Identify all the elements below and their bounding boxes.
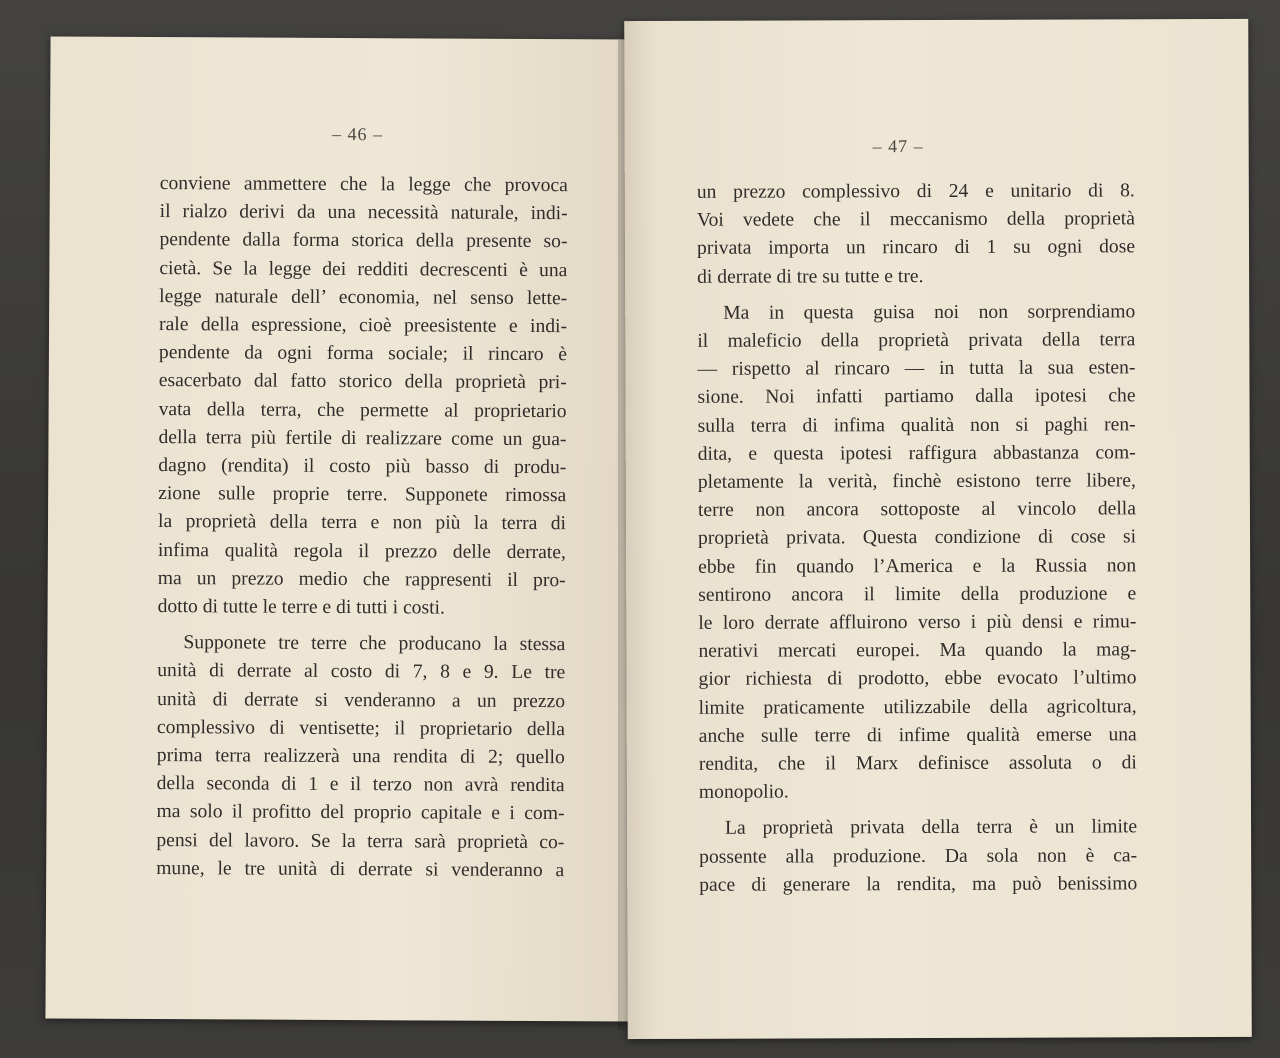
text-line: conviene ammettere che la legge che provoca xyxy=(159,173,568,197)
text-line: dita, e questa ipotesi raffigura abbastanza com- xyxy=(697,442,1136,465)
text-line: zione sulle proprie terre. Supponete rimossa xyxy=(158,483,567,507)
text-line: possente alla produzione. Da sola non è ca- xyxy=(699,844,1138,868)
text-line: un prezzo complessivo di 24 e unitario di 8. xyxy=(696,180,1135,203)
text-line: Ma in questa guisa noi non sorprendiamo xyxy=(723,301,1136,324)
left-page-text xyxy=(156,170,568,885)
text-line: della seconda di 1 e il terzo non avrà rendita xyxy=(156,773,565,797)
left-page xyxy=(45,36,640,1021)
text-line: di derrate di tre su tutte e tre. xyxy=(697,265,924,288)
text-line: la proprietà della terra e non più la terra di xyxy=(157,511,567,535)
text-line: sione. Noi infatti partiamo dalla ipotesi che xyxy=(697,385,1136,409)
text-line: complessivo di ventisette; il proprietario della xyxy=(156,716,566,741)
text-line: rale della espressione, cioè preesistente e indi- xyxy=(159,314,568,338)
text-line: monopolio. xyxy=(698,781,789,804)
text-line: vata della terra, che permette al proprietario xyxy=(158,398,567,422)
text-line: mune, le tre unità di derrate si venderanno a xyxy=(156,857,565,882)
text-line: Voi vedete che il meccanismo della proprietà xyxy=(696,208,1135,232)
text-line: ma solo il profitto del proprio capitale e i com- xyxy=(156,801,565,825)
text-line: infima qualità regola il prezzo delle derrate, xyxy=(157,539,566,563)
text-line: prima terra realizzerà una rendita di 2; quello xyxy=(156,745,565,769)
text-line: anche sulle terre di infime qualità emerse una xyxy=(698,724,1137,747)
text-line: sulla terra di infima qualità non si paghi ren- xyxy=(697,413,1136,437)
text-line: gior richiesta di prodotto, ebbe evocato l’ultimo xyxy=(698,667,1137,691)
text-line: dagno (rendita) il costo più basso di produ- xyxy=(158,455,567,479)
text-line: esacerbato dal fatto storico della proprietà pri- xyxy=(158,370,567,394)
text-line: il rialzo derivi da una necessità naturale, indi- xyxy=(159,201,568,225)
right-page-number: – 47 – xyxy=(872,136,924,157)
text-line: nerativi mercati europei. Ma quando la mag- xyxy=(698,639,1137,663)
text-line: pace di generare la rendita, ma può benissimo xyxy=(699,873,1138,896)
text-line: dotto di tutte le terre e di tutti i costi. xyxy=(157,596,445,619)
text-line: privata importa un rincaro di 1 su ogni dose xyxy=(696,236,1136,260)
text-line: della terra più fertile di realizzare come un gua- xyxy=(158,426,567,450)
text-line: cietà. Se la legge dei redditi decrescenti è una xyxy=(159,257,568,281)
text-line: unità di derrate al costo di 7, 8 e 9. Le tre xyxy=(157,660,566,684)
text-line: ebbe fin quando l’America e la Russia non xyxy=(698,554,1137,578)
text-line: pletamente la verità, finchè esistono terre libere, xyxy=(697,470,1136,493)
text-line: ma un prezzo medio che rappresenti il pro- xyxy=(157,567,566,592)
text-line: terre non ancora sottoposte al vincolo della xyxy=(697,498,1136,522)
left-page-number: – 46 – xyxy=(332,123,384,145)
text-line: Supponete tre terre che producano la stessa xyxy=(183,632,566,656)
text-line: pendente dalla forma storica della presente so- xyxy=(159,229,568,253)
right-page-text xyxy=(697,177,1138,900)
right-page xyxy=(624,19,1252,1039)
text-line: il maleficio della proprietà privata della terra xyxy=(697,329,1136,352)
text-line: proprietà privata. Questa condizione di cose si xyxy=(697,526,1137,550)
text-line: La proprietà privata della terra è un limite xyxy=(725,816,1138,840)
text-line: rendita, che il Marx definisce assoluta o di xyxy=(698,752,1137,775)
text-line: sentirono ancora il limite della produzione e xyxy=(698,583,1137,606)
text-line: limite praticamente utilizzabile della agricoltura, xyxy=(698,695,1137,719)
text-line: unità di derrate si venderanno a un prezzo xyxy=(157,688,566,712)
text-line: — rispetto al rincaro — in tutta la sua esten- xyxy=(697,357,1136,381)
text-line: le loro derrate affluirono verso i più densi e rimu- xyxy=(698,611,1137,634)
text-line: legge naturale dell’ economia, nel senso lette- xyxy=(159,285,568,309)
text-line: pendente da ogni forma sociale; il rincaro è xyxy=(158,342,567,366)
text-line: pensi del lavoro. Se la terra sarà proprietà co- xyxy=(156,829,565,853)
